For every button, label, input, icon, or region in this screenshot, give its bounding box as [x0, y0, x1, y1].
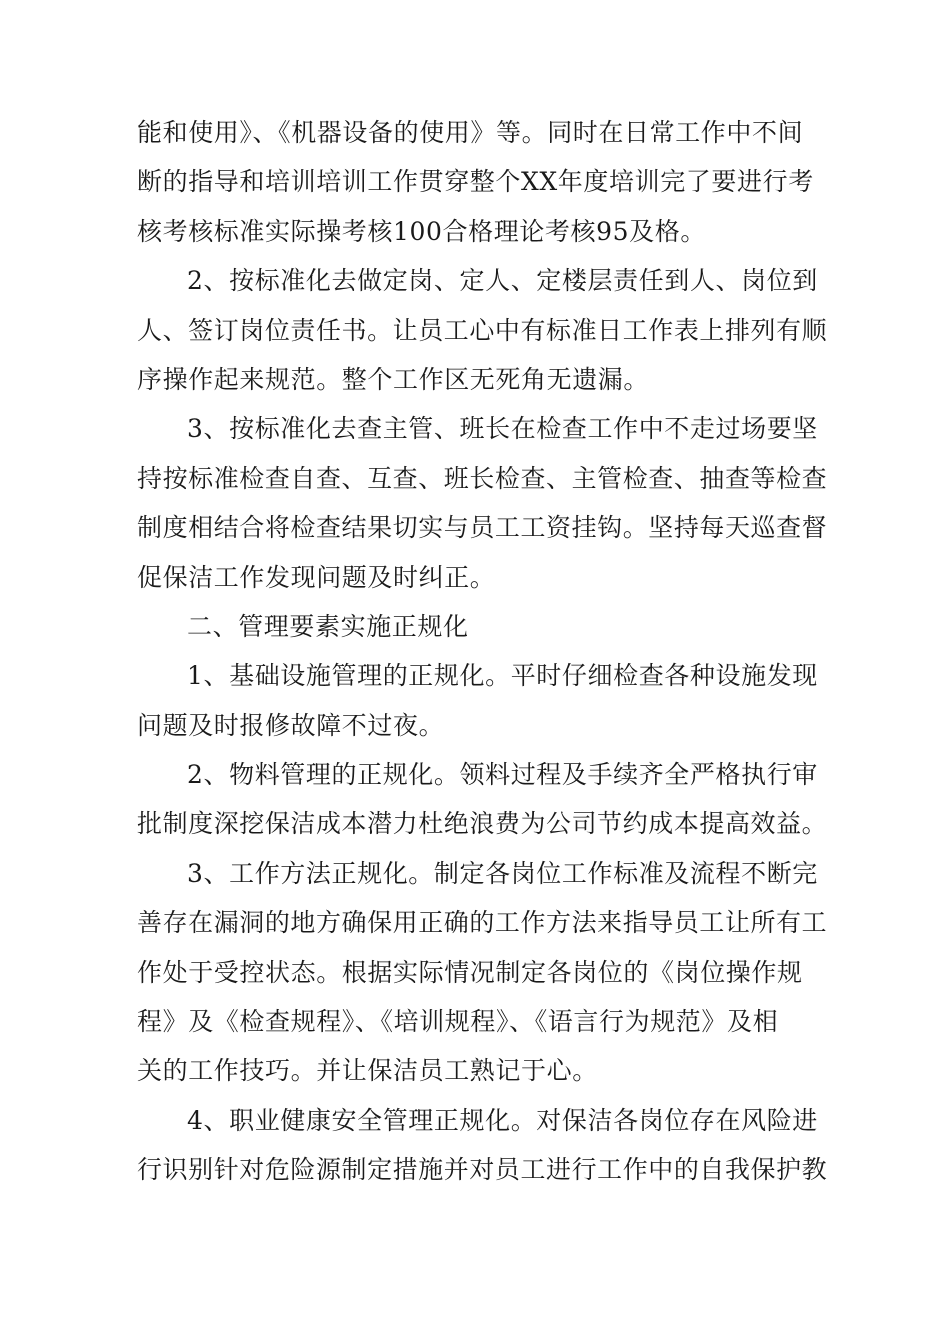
text-line: 关的工作技巧。并让保洁员工熟记于心。 [137, 1056, 598, 1086]
text-line: 1、基础设施管理的正规化。平时仔细检查各种设施发现 [187, 661, 818, 691]
text-line: 4、职业健康安全管理正规化。对保洁各岗位存在风险进 [187, 1105, 818, 1135]
paragraph [0, 1096, 950, 1195]
document-body [0, 108, 950, 1195]
paragraph [0, 651, 950, 750]
text-line: 2、物料管理的正规化。领料过程及手续齐全严格执行审 [187, 760, 818, 790]
text-line: 核考核标准实际操考核100合格理论考核95及格。 [137, 216, 706, 246]
text-line: 序操作起来规范。整个工作区无死角无遗漏。 [137, 364, 650, 394]
text-line: 程》及《检查规程》、《培训规程》、《语言行为规范》及相 [137, 1007, 779, 1037]
paragraph [0, 256, 950, 404]
text-line: 能和使用》、《机器设备的使用》等。同时在日常工作中不间 [137, 118, 804, 147]
text-line: 作处于受控状态。根据实际情况制定各岗位的《岗位操作规 [137, 957, 803, 987]
text-line: 问题及时报修故障不过夜。 [137, 710, 445, 740]
text-line: 3、按标准化去查主管、班长在检查工作中不走过场要坚 [187, 414, 818, 444]
text-line: 批制度深挖保洁成本潜力杜绝浪费为公司节约成本提高效益。 [137, 809, 828, 839]
paragraph [0, 404, 950, 602]
section-heading [0, 602, 950, 651]
text-line: 二、管理要素实施正规化 [187, 611, 469, 641]
text-line: 行识别针对危险源制定措施并对员工进行工作中的自我保护教 [137, 1155, 828, 1185]
text-line: 断的指导和培训培训工作贯穿整个XX年度培训完了要进行考 [137, 167, 814, 197]
paragraph [0, 849, 950, 1096]
paragraph [0, 108, 950, 256]
text-line: 持按标准检查自查、互查、班长检查、主管检查、抽查等检查 [137, 463, 828, 493]
text-line: 制度相结合将检查结果切实与员工工资挂钩。坚持每天巡查督 [137, 513, 828, 543]
paragraph [0, 750, 950, 849]
text-line: 3、工作方法正规化。制定各岗位工作标准及流程不断完 [187, 858, 818, 888]
text-line: 善存在漏洞的地方确保用正确的工作方法来指导员工让所有工 [137, 908, 828, 938]
text-line: 2、按标准化去做定岗、定人、定楼层责任到人、岗位到 [187, 266, 818, 296]
text-line: 人、签订岗位责任书。让员工心中有标准日工作表上排列有顺 [137, 315, 828, 345]
text-line: 促保洁工作发现问题及时纠正。 [137, 562, 496, 592]
